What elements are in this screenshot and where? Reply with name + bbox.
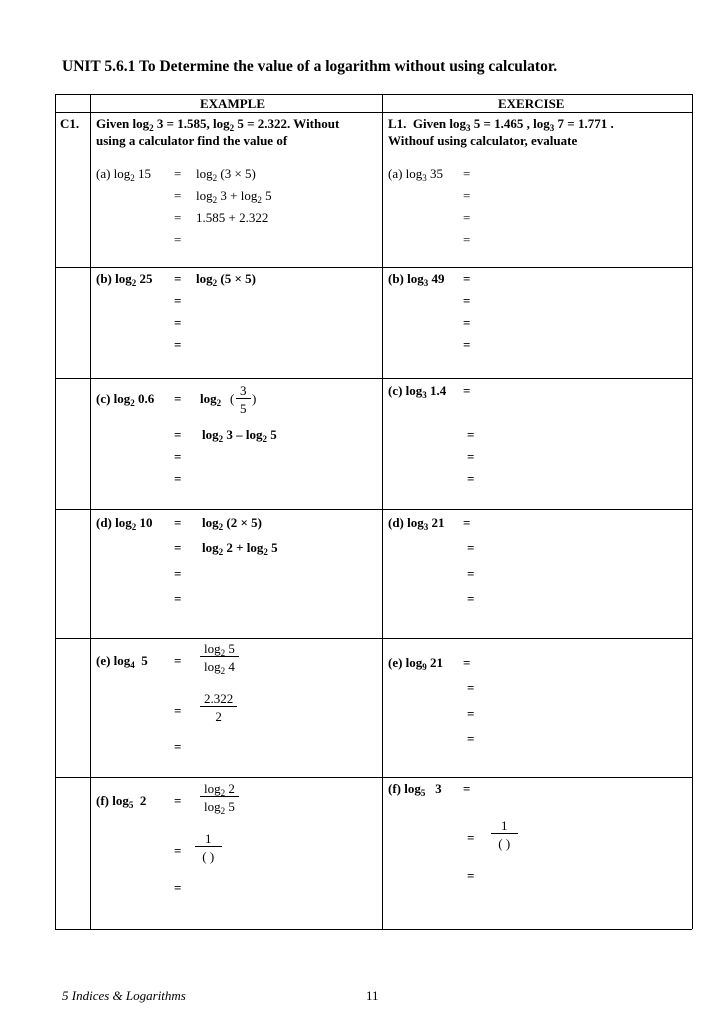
- exercise-b-eq1: =: [463, 271, 471, 286]
- example-a-line1: $\log_2 (3 \times 5)$: [196, 166, 256, 183]
- example-f-eq3: =: [174, 880, 182, 895]
- exercise-a-eq4: =: [463, 232, 471, 247]
- exercise-b-label: (b) $\log_3 49$: [388, 271, 445, 288]
- example-e-eq2: =: [174, 703, 182, 718]
- exercise-e-eq3: =: [467, 706, 475, 721]
- example-b-eq2: =: [174, 293, 182, 308]
- exercise-header: EXERCISE: [498, 96, 565, 111]
- example-a-line2: $\log_2 3 + \log_2 5$: [196, 188, 272, 205]
- table-top-border: [55, 94, 692, 95]
- example-d-label: (d) $\log_2 10$: [96, 515, 153, 532]
- l1-intro-line1: L1. Given $\log_3 5 = 1.465$ , $\log_3 7 = 1.771$ .: [388, 116, 614, 133]
- example-d-eq3: =: [174, 566, 182, 581]
- example-b-eq1: =: [174, 271, 182, 286]
- exercise-b-eq2: =: [463, 293, 471, 308]
- exercise-b-eq4: =: [463, 337, 471, 352]
- exercise-b-eq3: =: [463, 315, 471, 330]
- exercise-e-label: (e) $\log_9 21$: [388, 655, 444, 672]
- exercise-d-eq1: =: [463, 515, 471, 530]
- example-d-line2: $\log_2 2 + \log_2 5$: [202, 540, 278, 557]
- exercise-f-eq2: =: [467, 830, 475, 845]
- example-f-value-fraction: 1 ( ): [195, 831, 222, 864]
- example-b-line1: $\log_2 (5 \times 5)$: [196, 271, 256, 288]
- example-e-value-fraction: $\frac{2.322}{2}$: [200, 691, 237, 724]
- example-e-fraction: $\frac{\log_2 5}{\log_2 4}$: [200, 641, 239, 674]
- c1-intro-line1: Given $\log_2 3 = 1.585$, $\log_2 5 = 2.322$. Without: [96, 116, 340, 133]
- footer-chapter: 5 Indices & Logarithms: [62, 988, 186, 1003]
- exercise-f-eq3: =: [467, 868, 475, 883]
- exercise-f-value-fraction: 1 ( ): [491, 818, 518, 851]
- exercise-c-eq1: =: [463, 383, 471, 398]
- example-c-eq4: =: [174, 471, 182, 486]
- example-d-eq2: =: [174, 540, 182, 555]
- example-f-eq2: =: [174, 843, 182, 858]
- l1-intro-line2: Withouf using calculator, evaluate: [388, 133, 578, 148]
- row-divider-e: [55, 777, 692, 778]
- exercise-a-eq3: =: [463, 210, 471, 225]
- row-divider-d: [55, 638, 692, 639]
- example-c-eq2: =: [174, 427, 182, 442]
- exercise-e-eq1: =: [463, 655, 471, 670]
- example-b-eq4: =: [174, 337, 182, 352]
- exercise-f-label: (f) $\log_5$ 3: [388, 781, 442, 798]
- label-column-border: [90, 94, 91, 929]
- exercise-c-label: (c) $\log_3 1.4$: [388, 383, 447, 400]
- row-divider-a: [55, 267, 692, 268]
- exercise-e-eq4: =: [467, 731, 475, 746]
- example-a-line3: 1.585 + 2.322: [196, 210, 269, 225]
- example-c-close-paren: ): [252, 391, 257, 406]
- exercise-a-eq1: =: [463, 166, 471, 181]
- example-c-eq1: =: [174, 391, 182, 406]
- example-f-eq1: =: [174, 793, 182, 808]
- middle-column-border: [382, 94, 383, 929]
- c1-intro-line2: using a calculator find the value of: [96, 133, 288, 148]
- table-right-border: [692, 94, 693, 929]
- table-bottom-border: [55, 929, 692, 930]
- exercise-d-eq3: =: [467, 566, 475, 581]
- exercise-c-eq3: =: [467, 449, 475, 464]
- example-d-eq4: =: [174, 591, 182, 606]
- example-e-eq3: =: [174, 739, 182, 754]
- example-e-eq1: =: [174, 653, 182, 668]
- exercise-c-eq2: =: [467, 427, 475, 442]
- example-b-eq3: =: [174, 315, 182, 330]
- exercise-e-eq2: =: [467, 680, 475, 695]
- example-f-label: (f) $\log_5 2$: [96, 793, 147, 810]
- example-a-eq1: =: [174, 166, 182, 181]
- example-a-eq4: =: [174, 232, 182, 247]
- example-c-eq3: =: [174, 449, 182, 464]
- example-c-label: (c) $\log_2 0.6$: [96, 391, 155, 408]
- exercise-c-eq4: =: [467, 471, 475, 486]
- example-f-fraction: $\frac{\log_2 2}{\log_2 5}$: [200, 781, 239, 814]
- header-row-border: [55, 112, 692, 113]
- example-d-eq1: =: [174, 515, 182, 530]
- c1-label: C1.: [60, 116, 80, 131]
- example-b-label: (b) $\log_2 25$: [96, 271, 153, 288]
- example-header: EXAMPLE: [200, 96, 265, 111]
- example-d-line1: $\log_2 (2 \times 5)$: [202, 515, 262, 532]
- example-e-label: (e) $\log_4 5$: [96, 653, 148, 670]
- row-divider-b: [55, 378, 692, 379]
- table-left-border: [55, 94, 56, 929]
- exercise-f-eq1: =: [463, 781, 471, 796]
- example-a-label: (a) $\log_2 15$: [96, 166, 152, 183]
- example-c-log: $\log_2$: [200, 391, 222, 408]
- exercise-d-eq2: =: [467, 540, 475, 555]
- example-c-fraction: $\frac{3}{5}$: [236, 383, 251, 416]
- page-number: 11: [366, 988, 379, 1003]
- exercise-a-label: (a) $\log_3 35$: [388, 166, 444, 183]
- exercise-a-eq2: =: [463, 188, 471, 203]
- example-c-open-paren: (: [230, 391, 235, 406]
- example-a-eq2: =: [174, 188, 182, 203]
- example-c-line2: $\log_2 3 - \log_2 5$: [202, 427, 277, 444]
- row-divider-c: [55, 509, 692, 510]
- exercise-d-eq4: =: [467, 591, 475, 606]
- example-a-eq3: =: [174, 210, 182, 225]
- page-title: UNIT 5.6.1 To Determine the value of a logarithm without using calculator.: [62, 58, 558, 75]
- exercise-d-label: (d) $\log_3 21$: [388, 515, 445, 532]
